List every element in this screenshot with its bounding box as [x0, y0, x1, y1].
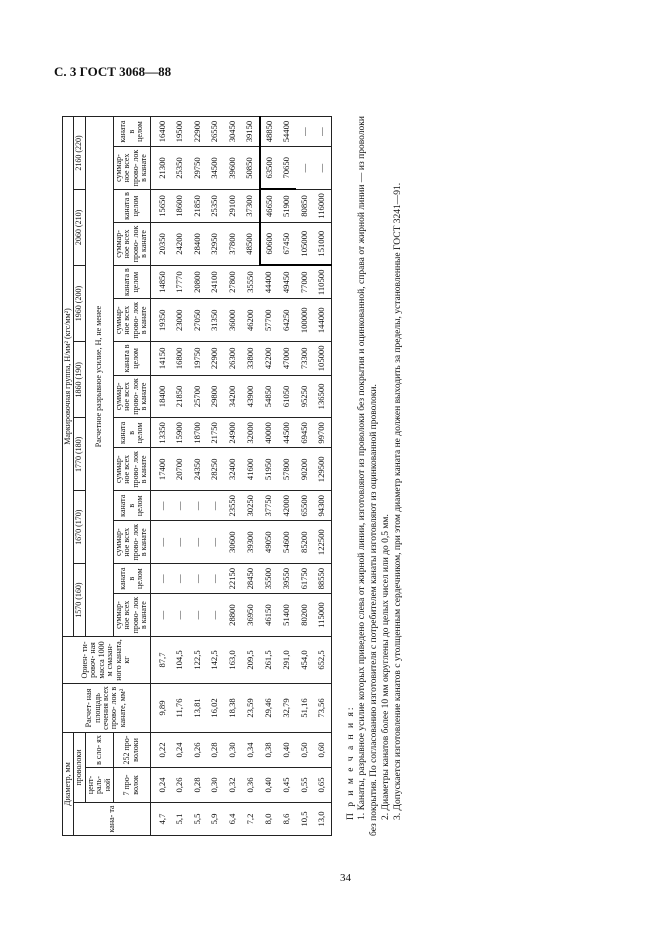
table-cell: 22900 [189, 117, 207, 147]
table-cell: 4,7 [150, 803, 171, 836]
table-cell: 77000 [296, 265, 314, 299]
page-header: С. 3 ГОСТ 3068—88 [54, 64, 172, 79]
table-cell: 18700 [189, 418, 207, 448]
table-cell: 39150 [241, 117, 260, 147]
table-cell: 291,0 [278, 637, 296, 684]
table-cell: 144000 [313, 299, 331, 342]
table-row [296, 117, 314, 836]
table-cell: 51400 [278, 594, 296, 637]
table-cell: 209,5 [241, 637, 260, 684]
table-cell: 37300 [241, 189, 260, 222]
grade-header: 1860 (190) [74, 342, 85, 418]
table-cell: 18400 [150, 375, 171, 418]
rope-whole-header: каната в целом [113, 342, 150, 375]
table-row [150, 117, 171, 836]
table-cell: 17400 [150, 448, 171, 491]
table-cell: — [150, 491, 171, 521]
table-cell: — [206, 521, 224, 564]
table-cell: 0,26 [171, 768, 189, 803]
table-cell: 0,60 [313, 733, 331, 768]
table-cell: 29100 [224, 189, 242, 222]
table-cell: 23,59 [241, 684, 260, 733]
table-cell: 21850 [189, 189, 207, 222]
table-cell: — [171, 564, 189, 594]
table-cell: — [171, 594, 189, 637]
table-cell: 5,5 [189, 803, 207, 836]
grade-header: 2060 (210) [74, 189, 85, 265]
table-cell: 51950 [260, 448, 279, 491]
table-cell: 151000 [313, 223, 331, 266]
table-row [278, 117, 296, 836]
table-cell: 16,02 [206, 684, 224, 733]
table-cell: 39550 [278, 564, 296, 594]
table-cell: 20350 [150, 223, 171, 266]
table-cell: 36950 [241, 594, 260, 637]
table-cell: 5,9 [206, 803, 224, 836]
notes-section [346, 116, 405, 836]
table-cell: 25700 [189, 375, 207, 418]
table-cell: 42200 [260, 342, 279, 375]
sum-all-wires-header: суммар- ное всех прово- лок в канате [113, 594, 150, 637]
diameter-header: Диаметр, мм [63, 733, 74, 836]
table-cell: 110500 [313, 265, 331, 299]
table-cell: — [189, 521, 207, 564]
seven-wire-header: 7 про- волок [113, 768, 150, 803]
sum-all-wires-header: суммар- ное всех прово- лок в канате [113, 147, 150, 190]
page-number: 34 [340, 872, 351, 884]
table-cell: 80850 [296, 189, 314, 222]
table-cell: 39300 [241, 521, 260, 564]
note-item: 3. Допускается изготовление канатов с утолщенным сердечником, при этом диаметр каната не должен выходить за пределы, установленные ГОСТ 3241—91. [393, 182, 404, 820]
table-cell: — [189, 564, 207, 594]
table-cell: 57800 [278, 448, 296, 491]
table-cell: 15650 [150, 189, 171, 222]
table-cell: 105000 [296, 223, 314, 266]
table-cell: 49450 [278, 265, 296, 299]
table-cell: 32,79 [278, 684, 296, 733]
table-cell: 21850 [171, 375, 189, 418]
rotated-content [62, 100, 602, 836]
table-cell: 42000 [278, 491, 296, 521]
table-cell: 9,89 [150, 684, 171, 733]
table-cell: 15900 [171, 418, 189, 448]
wire-header: проволоки [74, 733, 85, 803]
table-cell: 14850 [150, 265, 171, 299]
table-cell: 44500 [278, 418, 296, 448]
table-cell: 29,46 [260, 684, 279, 733]
table-cell: 28800 [224, 594, 242, 637]
table-cell: 0,50 [296, 733, 314, 768]
table-cell: 129500 [313, 448, 331, 491]
table-cell: 0,26 [189, 733, 207, 768]
table-cell: 30450 [224, 117, 242, 147]
table-cell: 30250 [241, 491, 260, 521]
table-cell: 90200 [296, 448, 314, 491]
table-cell: 652,5 [313, 637, 331, 684]
breaking-force-header: Расчетное разрывное усилие, Н, не менее [85, 117, 113, 637]
table-cell: 0,32 [224, 768, 242, 803]
mass-header: Ориен- ти- ровоч- ная масса 1000 м смазан- ного каната, кг [63, 637, 151, 684]
table-cell: 54400 [278, 117, 296, 147]
layer-wire-header: в сло- ях [85, 733, 113, 768]
sum-all-wires-header: суммар- ное всех прово- лок в канате [113, 299, 150, 342]
table-cell: 69450 [296, 418, 314, 448]
table-cell: 51,16 [296, 684, 314, 733]
table-cell: 19350 [150, 299, 171, 342]
table-cell: 0,24 [171, 733, 189, 768]
grade-header: 2160 (220) [74, 117, 85, 190]
table-cell: 46650 [260, 189, 279, 222]
rope-whole-header: каната в целом [113, 418, 150, 448]
notes-title: П р и м е ч а н и я: [345, 705, 356, 820]
table-cell: 0,34 [241, 733, 260, 768]
table-cell: 28450 [241, 564, 260, 594]
rope-whole-header: каната в целом [113, 117, 150, 147]
table-cell: 85200 [296, 521, 314, 564]
table-cell: 32000 [241, 418, 260, 448]
table-cell: 48500 [241, 223, 260, 266]
table-cell: 95250 [296, 375, 314, 418]
marking-group-header: Маркировочная группа, Н/мм² (кгс/мм²) [63, 117, 74, 637]
table-cell: 80200 [296, 594, 314, 637]
table-cell: 61050 [278, 375, 296, 418]
table-cell: 29800 [206, 375, 224, 418]
table-cell: 122,5 [189, 637, 207, 684]
table-cell: 14150 [150, 342, 171, 375]
table-cell: — [150, 564, 171, 594]
table-cell: 54600 [278, 521, 296, 564]
table-cell: — [313, 117, 331, 147]
table-cell: — [150, 521, 171, 564]
table-cell: 19750 [189, 342, 207, 375]
table-row [260, 117, 279, 836]
table-cell: 0,40 [260, 768, 279, 803]
table-cell: 29750 [189, 147, 207, 190]
table-cell: 0,22 [150, 733, 171, 768]
table-cell: 31350 [206, 299, 224, 342]
table-cell: 43900 [241, 375, 260, 418]
table-cell: 23000 [171, 299, 189, 342]
table-cell: — [189, 594, 207, 637]
table-cell: 116000 [313, 189, 331, 222]
table-cell: 27050 [189, 299, 207, 342]
table-cell: — [206, 564, 224, 594]
table-cell: 13350 [150, 418, 171, 448]
table-cell: 46150 [260, 594, 279, 637]
table-cell: 61750 [296, 564, 314, 594]
table-cell: 44400 [260, 265, 279, 299]
table-cell: — [171, 521, 189, 564]
table-cell: 41600 [241, 448, 260, 491]
table-cell: 30600 [224, 521, 242, 564]
table-cell: 115000 [313, 594, 331, 637]
table-cell: — [171, 491, 189, 521]
table-cell: 100000 [296, 299, 314, 342]
table-cell: 13,81 [189, 684, 207, 733]
table-cell: 24100 [206, 265, 224, 299]
table-cell: 13,0 [313, 803, 331, 836]
table-cell: 94300 [313, 491, 331, 521]
table-cell: 7,2 [241, 803, 260, 836]
table-cell: 39600 [224, 147, 242, 190]
grade-header: 1670 (170) [74, 491, 85, 564]
table-cell: 454,0 [296, 637, 314, 684]
table-cell: 73,56 [313, 684, 331, 733]
table-cell: 6,4 [224, 803, 242, 836]
rope-whole-header: каната в целом [113, 189, 150, 222]
table-cell: — [296, 147, 314, 190]
note-item: 1. Канаты, разрывное усилие которых приведено слева от жирной линии, изготовляют из проволоки без покрытия и оцинкованной, справа от жирной линии — из проволоки без покрытия. По согласованию изготовителя с потребителем канаты изготовляют из оцинкованной проволоки. [357, 116, 380, 836]
table-cell: 21750 [206, 418, 224, 448]
table-cell: 32950 [206, 223, 224, 266]
table-cell: 0,36 [241, 768, 260, 803]
table-cell: 25350 [171, 147, 189, 190]
table-cell: 88550 [313, 564, 331, 594]
table-cell: 87,7 [150, 637, 171, 684]
sum-all-wires-header: суммар- ное всех прово- лок в канате [113, 223, 150, 266]
table-row [171, 117, 189, 836]
table-cell: 99700 [313, 418, 331, 448]
grade-header: 1960 (200) [74, 265, 85, 341]
table-cell: 48850 [260, 117, 279, 147]
note-item: 2. Диаметры канатов более 10 мм округлены до целых чисел или до 0,5 мм. [381, 514, 392, 820]
table-cell: 26300 [224, 342, 242, 375]
table-cell: 33800 [241, 342, 260, 375]
table-cell: 0,55 [296, 768, 314, 803]
table-cell: 17770 [171, 265, 189, 299]
table-cell: 104,5 [171, 637, 189, 684]
table-cell: 70650 [278, 147, 296, 190]
table-cell: 28400 [189, 223, 207, 266]
table-body [150, 117, 331, 836]
table-cell: 18600 [171, 189, 189, 222]
table-cell: 8,6 [278, 803, 296, 836]
table-cell: — [206, 594, 224, 637]
table-cell: 21300 [150, 147, 171, 190]
table-cell: 8,0 [260, 803, 279, 836]
table-cell: — [206, 491, 224, 521]
table-cell: 57700 [260, 299, 279, 342]
table-cell: 122500 [313, 521, 331, 564]
table-row [189, 117, 207, 836]
table-cell: 50850 [241, 147, 260, 190]
table-cell: 18,38 [224, 684, 242, 733]
table-cell: 34500 [206, 147, 224, 190]
sum-all-wires-header: суммар- ное всех прово- лок в канате [113, 448, 150, 491]
table-cell: 16800 [171, 342, 189, 375]
table-cell: 0,30 [224, 733, 242, 768]
table-cell: 0,28 [206, 733, 224, 768]
table-cell: — [150, 594, 171, 637]
rope-whole-header: каната в целом [113, 491, 150, 521]
table-cell: 27800 [224, 265, 242, 299]
table-row [241, 117, 260, 836]
table-row [206, 117, 224, 836]
grade-header: 1570 (160) [74, 564, 85, 637]
table-cell: 36000 [224, 299, 242, 342]
table-cell: 136500 [313, 375, 331, 418]
table-cell: 10,5 [296, 803, 314, 836]
table-cell: 64250 [278, 299, 296, 342]
table-cell: 0,30 [206, 768, 224, 803]
table-cell: 20800 [189, 265, 207, 299]
table-cell: 142,5 [206, 637, 224, 684]
table-cell: 60600 [260, 223, 279, 266]
grade-header: 1770 (180) [74, 418, 85, 491]
table-cell: 0,40 [278, 733, 296, 768]
table-cell: 23550 [224, 491, 242, 521]
table-cell: 35550 [241, 265, 260, 299]
wire-252-header: 252 про- волоки [113, 733, 150, 768]
table-cell: 65500 [296, 491, 314, 521]
table-row [313, 117, 331, 836]
table-cell: — [313, 147, 331, 190]
sum-all-wires-header: суммар- ное всех прово- лок в канате [113, 521, 150, 564]
table-cell: 54850 [260, 375, 279, 418]
table-cell: 105000 [313, 342, 331, 375]
table-cell: 25350 [206, 189, 224, 222]
table-cell: 0,24 [150, 768, 171, 803]
table-cell: 20700 [171, 448, 189, 491]
table-cell: 24200 [171, 223, 189, 266]
table-cell: 0,65 [313, 768, 331, 803]
rope-whole-header: каната в целом [113, 564, 150, 594]
table-cell: 46200 [241, 299, 260, 342]
table-cell: 37800 [224, 223, 242, 266]
center-wire-header: цент- раль- ной [85, 768, 113, 803]
table-row [224, 117, 242, 836]
table-cell: 22900 [206, 342, 224, 375]
table-cell: 26550 [206, 117, 224, 147]
table-cell: 34200 [224, 375, 242, 418]
table-cell: 63500 [260, 147, 279, 190]
table-cell: 5,1 [171, 803, 189, 836]
table-cell: 0,28 [189, 768, 207, 803]
table-cell: 49050 [260, 521, 279, 564]
table-cell: — [296, 117, 314, 147]
table-cell: 163,0 [224, 637, 242, 684]
rope-specification-table [62, 116, 332, 836]
rope-whole-header: каната в целом [113, 265, 150, 299]
table-cell: 32400 [224, 448, 242, 491]
table-cell: 51900 [278, 189, 296, 222]
table-cell: 35500 [260, 564, 279, 594]
area-header: Расчет- ная площадь сечения всех прово- лок в канате, мм² [63, 684, 151, 733]
rope-diameter-header: кана- та [74, 803, 150, 836]
table-cell: 19500 [171, 117, 189, 147]
table-cell: 28250 [206, 448, 224, 491]
table-cell: 261,5 [260, 637, 279, 684]
table-cell: 0,45 [278, 768, 296, 803]
table-cell: 22150 [224, 564, 242, 594]
table-cell: 0,38 [260, 733, 279, 768]
table-cell: 73300 [296, 342, 314, 375]
table-cell: — [189, 491, 207, 521]
table-cell: 16400 [150, 117, 171, 147]
table-cell: 24350 [189, 448, 207, 491]
table-cell: 67450 [278, 223, 296, 266]
table-cell: 40000 [260, 418, 279, 448]
table-cell: 11,76 [171, 684, 189, 733]
sum-all-wires-header: суммар- ное всех прово- лок в канате [113, 375, 150, 418]
table-cell: 37750 [260, 491, 279, 521]
table-cell: 24900 [224, 418, 242, 448]
table-cell: 47000 [278, 342, 296, 375]
